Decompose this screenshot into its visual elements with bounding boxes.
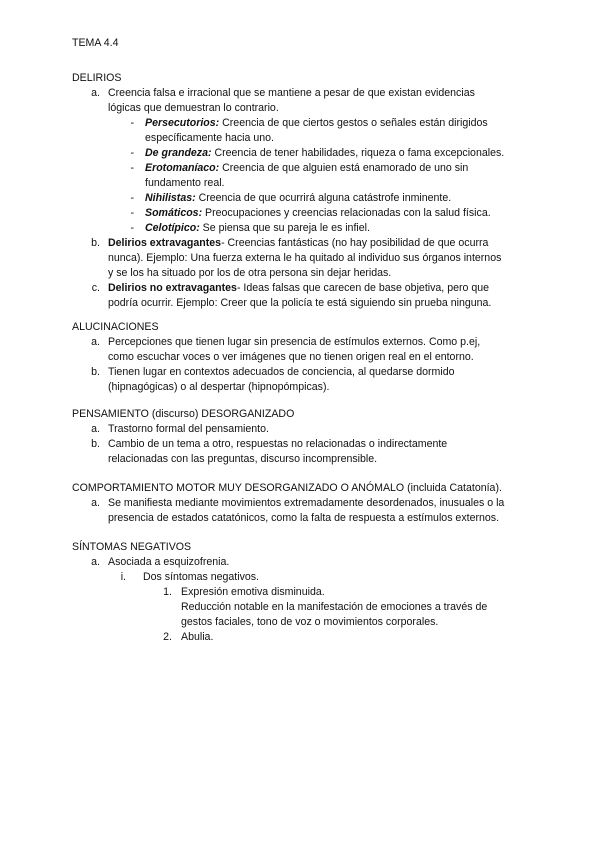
type-term: Nihilistas:	[145, 192, 196, 204]
type-desc: Creencia de tener habilidades, riqueza o fama excepcionales.	[211, 147, 505, 159]
type-desc-cont: fundamento real.	[145, 177, 225, 189]
item-text: y se los ha situado por los de otra persona sin dejar heridas.	[108, 267, 392, 279]
bullet-marker: -	[130, 162, 134, 174]
list-item	[72, 585, 552, 630]
section-pensamiento	[72, 407, 552, 467]
section-heading: COMPORTAMIENTO MOTOR MUY DESORGANIZADO O ANÓMALO (incluida Catatonía).	[72, 482, 502, 494]
list-marker: b.	[91, 366, 100, 378]
delusion-type	[72, 206, 552, 221]
type-term: Somáticos:	[145, 207, 203, 219]
delusion-type	[72, 161, 552, 191]
section-alucinaciones	[72, 320, 552, 395]
bullet-marker: -	[130, 207, 134, 219]
section-sintomas-negativos	[72, 540, 552, 645]
item-term: Delirios extravagantes	[108, 237, 222, 249]
type-term: Persecutorios:	[145, 117, 220, 129]
list-marker: a.	[91, 423, 100, 435]
item-text: Trastorno formal del pensamiento.	[108, 423, 269, 435]
list-marker: i.	[120, 571, 126, 583]
list-item	[72, 570, 552, 585]
type-desc: Preocupaciones y creencias relacionadas con la salud física.	[202, 207, 491, 219]
list-item	[72, 365, 552, 395]
item-text: lógicas que demuestran lo contrario.	[108, 102, 279, 114]
item-text: Percepciones que tienen lugar sin presencia de estímulos externos. Como p.ej,	[108, 336, 481, 348]
type-term: Celotípico:	[145, 222, 200, 234]
type-desc: Creencia de que ciertos gestos o señales están dirigidos	[219, 117, 488, 129]
type-term: Erotomaníaco:	[145, 162, 220, 174]
list-item	[72, 630, 552, 645]
section-delirios	[72, 71, 552, 311]
section-heading: DELIRIOS	[72, 72, 122, 84]
item-text: Cambio de un tema a otro, respuestas no relacionadas o indirectamente	[108, 438, 448, 450]
item-text: nunca). Ejemplo: Una fuerza externa le ha quitado al individuo sus órganos internos	[108, 252, 502, 264]
document-title: TEMA 4.4	[72, 37, 119, 49]
list-marker: 1.	[163, 586, 172, 598]
list-marker: a.	[91, 556, 100, 568]
item-text: relacionadas con las preguntas, discurso incomprensible.	[108, 453, 378, 465]
type-term: De grandeza:	[145, 147, 212, 159]
list-item	[72, 335, 552, 365]
item-text: Tienen lugar en contextos adecuados de conciencia, al quedarse dormido	[108, 366, 455, 378]
item-term: Delirios no extravagantes	[108, 282, 237, 294]
list-item	[72, 422, 552, 437]
delusion-type	[72, 191, 552, 206]
type-desc: Creencia de que ocurrirá alguna catástrofe inminente.	[195, 192, 452, 204]
item-text: (hipnagógicas) o al despertar (hipnopómpicas).	[108, 381, 330, 393]
item-text: Creencia falsa e irracional que se mantiene a pesar de que existan evidencias	[108, 87, 475, 99]
item-text: Abulia.	[181, 631, 214, 643]
item-text: presencia de estados catatónicos, como la falta de respuesta a estímulos externos.	[108, 512, 500, 524]
item-text: Dos síntomas negativos.	[143, 571, 259, 583]
item-text: - Ideas falsas que carecen de base objetiva, pero que	[236, 282, 490, 294]
delusion-type	[72, 146, 552, 161]
delusion-type	[72, 221, 552, 236]
item-text: Se manifiesta mediante movimientos extremadamente desordenados, inusuales o la	[108, 497, 505, 509]
item-text: como escuchar voces o ver imágenes que no tienen origen real en el entorno.	[108, 351, 474, 363]
list-marker: 2.	[163, 631, 172, 643]
item-text: Reducción notable en la manifestación de emociones a través de	[181, 601, 488, 613]
list-item	[72, 496, 552, 526]
list-marker: c.	[91, 282, 100, 294]
item-text: gestos faciales, tono de voz o movimientos corporales.	[181, 616, 439, 628]
bullet-marker: -	[130, 147, 134, 159]
item-text: podría ocurrir. Ejemplo: Creer que la policía te está siguiendo sin prueba ninguna.	[108, 297, 492, 309]
item-text: Expresión emotiva disminuida.	[181, 586, 325, 598]
list-marker: a.	[91, 497, 100, 509]
list-item	[72, 555, 552, 570]
list-item	[72, 86, 552, 116]
list-marker: b.	[91, 438, 100, 450]
section-heading: ALUCINACIONES	[72, 321, 159, 333]
list-marker: a.	[91, 87, 100, 99]
type-desc-cont: específicamente hacia uno.	[145, 132, 274, 144]
list-marker: b.	[91, 237, 100, 249]
section-heading: PENSAMIENTO (discurso) DESORGANIZADO	[72, 408, 295, 420]
bullet-marker: -	[130, 192, 134, 204]
list-item	[72, 281, 552, 311]
item-text: - Creencias fantásticas (no hay posibilidad de que ocurra	[221, 237, 489, 249]
list-item	[72, 437, 552, 467]
type-desc: Creencia de que alguien está enamorado de uno sin	[219, 162, 469, 174]
type-desc: Se piensa que su pareja le es infiel.	[199, 222, 370, 234]
bullet-marker: -	[130, 117, 134, 129]
section-motor	[72, 481, 552, 526]
section-heading: SÍNTOMAS NEGATIVOS	[72, 541, 192, 553]
list-marker: a.	[91, 336, 100, 348]
bullet-marker: -	[130, 222, 134, 234]
list-item	[72, 236, 552, 281]
item-text: Asociada a esquizofrenia.	[108, 556, 230, 568]
delusion-type	[72, 116, 552, 146]
